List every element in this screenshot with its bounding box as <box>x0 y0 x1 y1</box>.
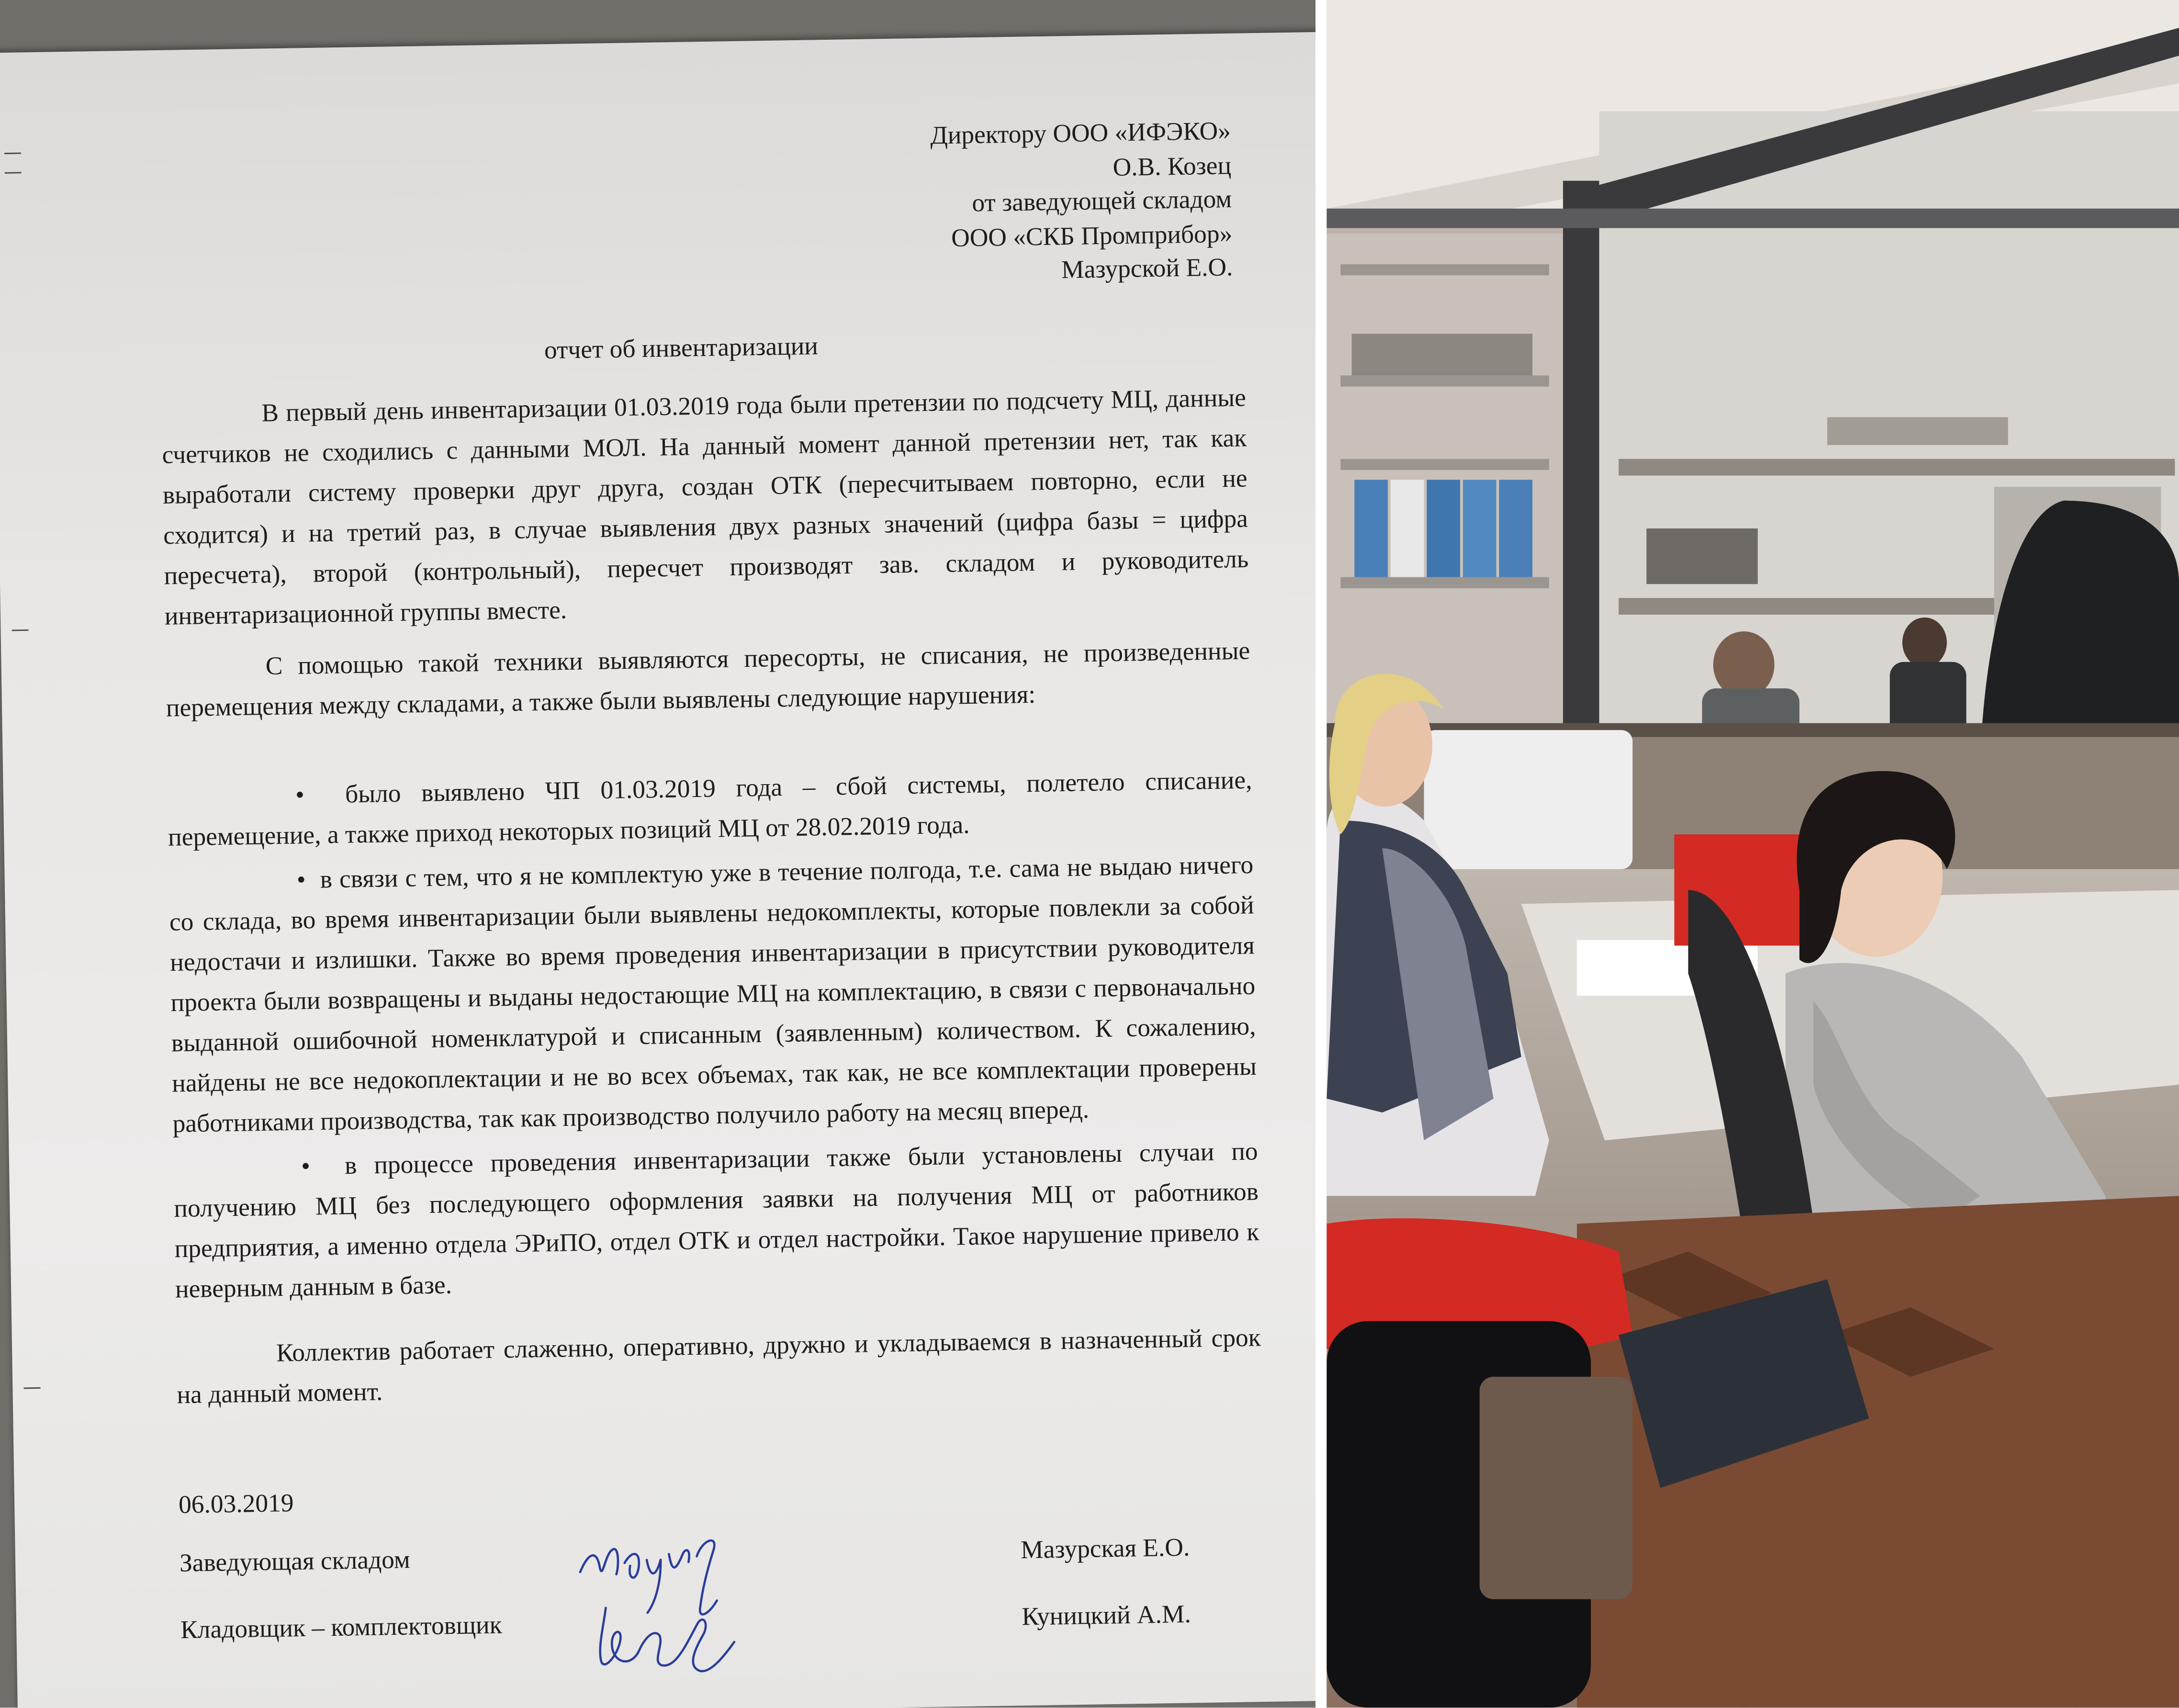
list-item-text: в связи с тем, что я не комплектую уже в течение полгода, т.е. сама не выдаю ничего со склада, во время инвентаризации были выявлены недокомплекты, которые повлекли за собой недостачи и излишки. Также во время проведения инвентаризации в присутствии руководителя проекта были возвращены и выданы недостающие МЦ на комплектацию, в связи с первоначально выданной ошибочной номенклатурой и списанным (заявленным) количеством. К сожалению, найдены не все недокоплектации и не во всех объемах, так как, не все комплектации проверены работниками производства, так как производство получило работу на месяц вперед. <box>169 851 1257 1138</box>
list-item <box>168 845 1258 1145</box>
office-scene <box>1326 0 2179 1708</box>
addressee-line: О.В. Козец <box>1112 151 1232 181</box>
bullet-glyph: • <box>295 781 305 809</box>
list-item <box>173 1132 1260 1310</box>
punch-mark <box>4 153 21 154</box>
paragraph-text: С помощью такой техники выявляются пересорты, не списания, не произведенные перемещения между складами, а также были выявлены следующие нарушения: <box>166 637 1250 722</box>
addressee-line: ООО «СКБ Промприбор» <box>951 219 1233 251</box>
punch-mark <box>12 629 29 631</box>
bullet-glyph: • <box>296 865 306 894</box>
handwritten-signature <box>568 1508 752 1692</box>
list-item-text: было выявлено ЧП 01.03.2019 года – сбой системы, полетело списание, перемещение, а также приход некоторых позиций МЦ от 28.02.2019 года. <box>168 766 1252 852</box>
violations-list <box>167 761 1260 1310</box>
paragraph-3 <box>176 1318 1261 1416</box>
punch-mark <box>24 1387 41 1389</box>
paragraph-text: В первый день инвентаризации 01.03.2019 года были претензии по подсчету МЦ, данные счетчиков не сходились с данными МОЛ. На данный момент данной претензии нет, так как выработали систему проверки друг друга, создан ОТК (пересчитываем повторно, если не сходится) и на третий раз, в случае выявления двух разных значений (цифра базы = цифра пересчета), второй (контрольный), пересчет производят зав. складом и руководитель инвентаризационной группы вместе. <box>162 383 1249 630</box>
document-title: отчет об инвентаризации <box>544 332 819 364</box>
addressee-line: Мазурской Е.О. <box>1061 253 1233 284</box>
punch-mark <box>5 172 22 173</box>
signatory-name: Мазурская Е.О. <box>1020 1533 1190 1564</box>
office-photo <box>1326 0 2179 1708</box>
list-item <box>167 761 1253 858</box>
list-item-text: в процессе проведения инвентаризации также были установлены случаи по получению МЦ без последующего оформления заявки на получения МЦ от работников предприятия, а именно отдела ЭРиПО, отдел ОТК и отдел настройки. Такое нарушение привело к неверным данным в базе. <box>173 1137 1259 1303</box>
paragraph-text: Коллектив работает слаженно, оперативно, дружно и укладываемся в назначенный срок на данный момент. <box>176 1323 1261 1409</box>
paper-sheet <box>0 32 1318 1708</box>
signatory-role: Кладовщик – комплектовщик <box>180 1611 502 1644</box>
addressee-line: Директору ООО «ИФЭКО» <box>930 117 1231 150</box>
bullet-glyph: • <box>301 1152 311 1180</box>
addressee-block <box>772 114 1233 292</box>
document-date: 06.03.2019 <box>178 1489 294 1519</box>
paragraph-2 <box>165 631 1251 729</box>
panel-divider <box>1315 0 1326 1708</box>
signatory-name: Куницкий А.М. <box>1022 1600 1191 1631</box>
addressee-line: от заведующей складом <box>971 185 1232 217</box>
signatory-role: Заведующая складом <box>179 1545 411 1577</box>
paragraph-1 <box>161 378 1250 637</box>
